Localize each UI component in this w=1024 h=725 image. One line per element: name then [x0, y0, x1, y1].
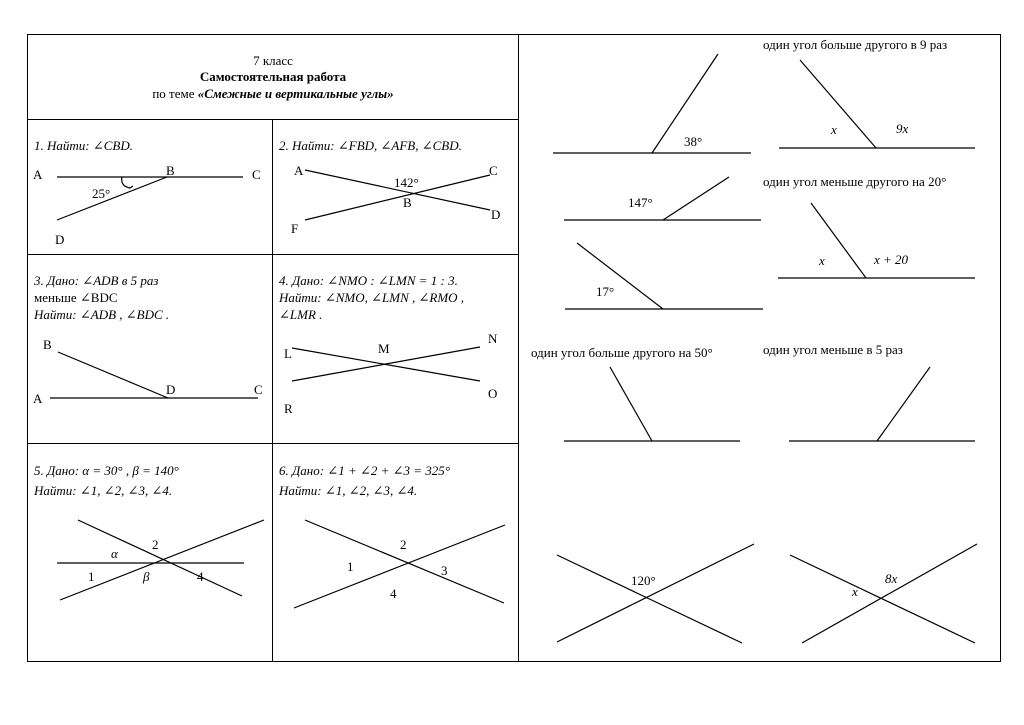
fig-9x-ray — [800, 60, 876, 148]
p2-angle-label: 142° — [394, 175, 419, 190]
p5-line-asc — [60, 520, 264, 600]
worksheet-title: Самостоятельная работа — [199, 69, 347, 84]
p1-label-b: B — [166, 163, 175, 178]
p1-angle-arc — [122, 177, 133, 188]
fig-38-angle: 38° — [684, 134, 703, 149]
p2-label-b: B — [403, 195, 412, 210]
p5-given: 5. Дано: α = 30° , β = 140° — [34, 463, 179, 478]
p3-given: 3. Дано: ∠ADB в 5 раз — [34, 273, 159, 288]
p3-label-c: C — [254, 382, 263, 397]
p6-find: Найти: ∠1, ∠2, ∠3, ∠4. — [279, 483, 418, 498]
p4-label-l: L — [284, 346, 292, 361]
p1-angle-label: 25° — [92, 186, 111, 201]
fig-120-angle: 120° — [631, 573, 656, 588]
fig-9x-9x: 9x — [896, 121, 909, 136]
p2-label-d: D — [491, 207, 501, 222]
fig-8x-8x: 8x — [885, 571, 898, 586]
caption-less-5: один угол меньше в 5 раз — [763, 342, 903, 357]
p5-label-alpha: α — [111, 546, 118, 561]
p6-label-3: 3 — [441, 563, 448, 578]
p4-label-r: R — [284, 401, 293, 416]
fig-8x-line1 — [790, 555, 975, 643]
fig-5x-ray — [877, 367, 930, 441]
p3-label-a: A — [33, 391, 43, 406]
fig-147-angle: 147° — [628, 195, 653, 210]
fig-50-ray — [610, 367, 652, 441]
p4-given: 4. Дано: ∠NMO : ∠LMN = 1 : 3. — [279, 273, 458, 288]
p4-find: Найти: ∠NMO, ∠LMN , ∠RMO , — [279, 290, 465, 305]
p5-label-4: 4 — [197, 569, 204, 584]
p5-label-beta: β — [143, 569, 150, 584]
p4-label-n: N — [488, 331, 498, 346]
p3-label-b: B — [43, 337, 52, 352]
topic-name: «Смежные и вертикальные углы» — [197, 86, 394, 101]
p5-label-2: 2 — [152, 537, 159, 552]
p4-find-cont: ∠LMR . — [279, 307, 323, 322]
fig-8x-x: x — [852, 584, 858, 599]
p2-label-f: F — [291, 221, 299, 236]
p4-label-o: O — [488, 386, 498, 401]
p4-label-m: M — [378, 341, 390, 356]
caption-9-times: один угол больше другого в 9 раз — [763, 37, 948, 52]
fig-x20-x: x — [819, 253, 825, 268]
p2-statement: 2. Найти: ∠FBD, ∠AFB, ∠CBD. — [279, 138, 462, 153]
p5-label-1: 1 — [88, 569, 95, 584]
fig-9x-x: x — [831, 122, 837, 137]
p1-label-a: A — [33, 167, 43, 182]
p6-label-1: 1 — [347, 559, 354, 574]
p3-find: Найти: ∠ADB , ∠BDC . — [34, 307, 170, 322]
fig-x20-xplus20: x + 20 — [874, 252, 909, 267]
caption-more-50: один угол больше другого на 50° — [531, 345, 713, 360]
caption-less-20: один угол меньше другого на 20° — [763, 174, 947, 189]
p6-label-4: 4 — [390, 586, 397, 601]
fig-120-line2 — [557, 544, 754, 642]
p6-given: 6. Дано: ∠1 + ∠2 + ∠3 = 325° — [279, 463, 450, 478]
p3-line-bd — [58, 352, 168, 398]
p5-find: Найти: ∠1, ∠2, ∠3, ∠4. — [34, 483, 173, 498]
p1-line-bd — [57, 177, 167, 220]
p6-line-1 — [305, 520, 504, 603]
p1-statement: 1. Найти: ∠CBD. — [34, 138, 133, 153]
p2-label-a: A — [294, 163, 304, 178]
fig-17-ray — [577, 243, 663, 309]
p1-label-c: C — [252, 167, 261, 182]
p6-label-2: 2 — [400, 537, 407, 552]
fig-17-angle: 17° — [596, 284, 615, 299]
p1-label-d: D — [55, 232, 65, 247]
p2-label-c: C — [489, 163, 498, 178]
grade-text: 7 класс — [253, 53, 293, 68]
p3-label-d: D — [166, 382, 176, 397]
p3-given-cont: меньше ∠BDC — [34, 290, 118, 305]
p5-line-desc — [78, 520, 242, 596]
fig-120-line1 — [557, 555, 742, 643]
topic-prefix: по теме — [152, 86, 198, 101]
fig-147-ray — [663, 177, 729, 220]
fig-8x-line2 — [802, 544, 977, 643]
